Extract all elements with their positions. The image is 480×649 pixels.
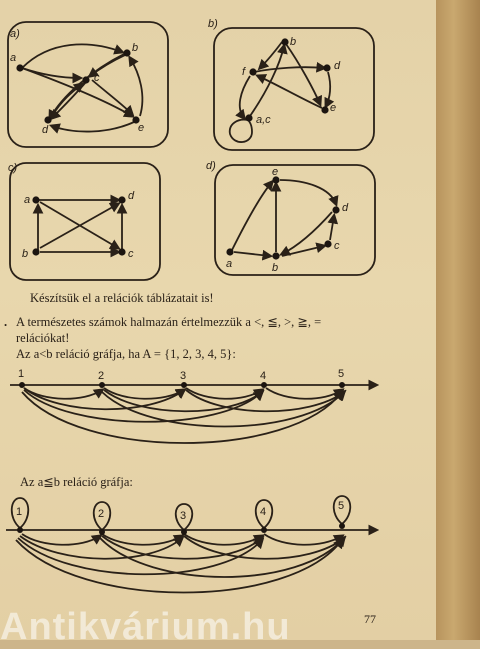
- watermark: Antikvárium.hu: [0, 606, 291, 648]
- node-e-label: e: [138, 122, 145, 134]
- number-1: 1: [18, 368, 25, 380]
- arc-4-5: [266, 388, 342, 399]
- arc2-4-5: [264, 534, 342, 545]
- node-b-label: b: [272, 262, 279, 274]
- graph-less-than: [10, 385, 376, 443]
- edge-e-f: [258, 76, 322, 108]
- node-c-label: c: [334, 240, 340, 252]
- edge-dd-b: [282, 212, 332, 254]
- edge-dc-d: [330, 216, 334, 240]
- text-line-5: Az a≦b reláció gráfja:: [20, 475, 133, 489]
- edge-f-d: [254, 67, 324, 72]
- node-ac-label: a,c: [256, 114, 271, 126]
- edge-d-e: [326, 72, 330, 106]
- loop-ac: [230, 120, 252, 142]
- edge-da-e: [232, 182, 272, 250]
- edge-b-e: [286, 44, 320, 104]
- edge-e-dd: [280, 180, 336, 204]
- node-f-label: f: [242, 66, 246, 78]
- panel-c-frame: [10, 163, 160, 280]
- edge-e-b: [130, 58, 142, 116]
- node-e-label: e: [330, 102, 337, 114]
- node-b-label: b: [290, 36, 297, 48]
- panel-d-label: d): [206, 160, 216, 172]
- text-line-1: Készítsük el a relációk táblázatait is!: [30, 291, 214, 305]
- edge-a-c: [22, 68, 80, 78]
- panel-a-label: a): [10, 28, 20, 40]
- text-line-2: A természetes számok halmazán értelmezzük a <, ≦, >, ≧, =: [16, 315, 322, 329]
- loop-number-4: 4: [260, 506, 267, 518]
- arc2-3-5: [184, 536, 344, 559]
- page-number: 77: [364, 612, 376, 626]
- edge-f-ac: [240, 76, 250, 118]
- text-line-3: relációkat!: [16, 331, 70, 345]
- node-c-label: c: [128, 248, 134, 260]
- edge-c-e: [92, 80, 132, 114]
- number-3: 3: [180, 370, 187, 382]
- number-5: 5: [338, 368, 345, 380]
- item-marker: .: [4, 315, 8, 329]
- loop-number-3: 3: [180, 510, 187, 522]
- arc2-2-4: [102, 536, 262, 559]
- loop-number-1: 1: [16, 506, 23, 518]
- edge-da-b: [234, 252, 270, 256]
- edge-c-d: [52, 82, 86, 118]
- arc2-1-2: [22, 534, 100, 545]
- loop-number-5: 5: [338, 500, 345, 512]
- graph-less-equal: [6, 530, 376, 593]
- node-d-label: d: [342, 202, 349, 214]
- edge-d-c: [52, 84, 82, 116]
- edge-e-d: [52, 122, 134, 132]
- node-d-label: d: [128, 190, 135, 202]
- node-a-label: a: [226, 258, 233, 270]
- panel-b-label: b): [208, 18, 218, 30]
- node-b-label: b: [22, 248, 29, 260]
- arc-1-2: [24, 388, 102, 399]
- number-2: 2: [98, 370, 105, 382]
- node-c-label: c: [94, 72, 100, 84]
- text-line-4: Az a<b reláció gráfja, ha A = {1, 2, 3, 4, 5}:: [16, 347, 236, 361]
- node-a-label: a: [24, 194, 31, 206]
- node-d-label: d: [334, 60, 341, 72]
- loop-number-2: 2: [98, 508, 105, 520]
- number-4: 4: [260, 370, 267, 382]
- node-e-label: e: [272, 166, 279, 178]
- panel-c-label: c): [8, 162, 18, 174]
- node-b-label: b: [132, 42, 139, 54]
- arc2-1-5: [16, 540, 342, 593]
- node-d-label: d: [42, 124, 49, 136]
- node-a-label: a: [10, 52, 17, 64]
